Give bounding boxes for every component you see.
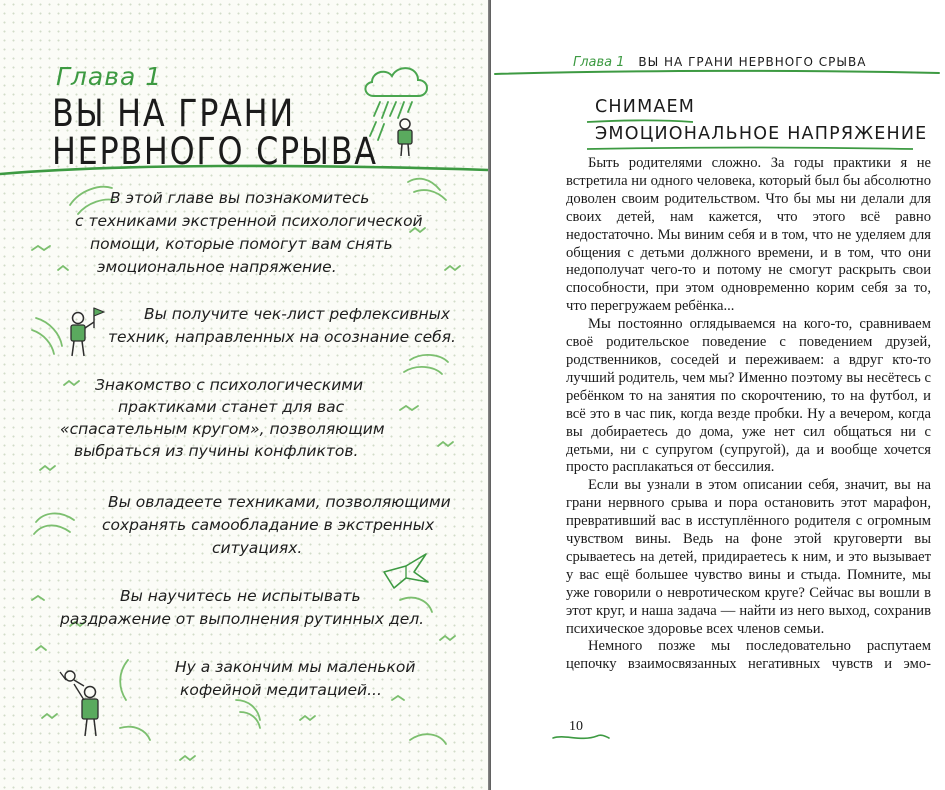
running-head-chapter: Глава 1 <box>573 55 625 70</box>
intro-line: Знакомство с психологическими <box>95 376 364 394</box>
chapter-title-line-1: ВЫ НА ГРАНИ <box>52 92 295 135</box>
section-heading-underline-2 <box>585 145 915 153</box>
running-head-title: ВЫ НА ГРАНИ НЕРВНОГО СРЫВА <box>638 55 867 69</box>
intro-line: эмоциональное напряжение. <box>97 258 337 276</box>
origami-bird-icon <box>380 548 432 594</box>
page-number: 10 <box>569 719 583 734</box>
paragraph: Немного позже мы последовательно распутаем цепочку взаимосвязанных негативных чувств и эмо- <box>566 638 931 673</box>
chapter-title-line-2: НЕРВНОГО СРЫВА <box>52 130 378 173</box>
body-text <box>566 155 931 674</box>
intro-line: кофейной медитацией... <box>180 681 382 699</box>
parent-lifting-child-icon <box>60 668 108 740</box>
running-head-rule <box>491 68 945 78</box>
intro-line: помощи, которые помогут вам снять <box>90 235 393 253</box>
section-heading-line-1: СНИМАЕМ <box>595 97 696 117</box>
intro-line: Вы научитесь не испытывать <box>120 587 361 605</box>
intro-line: с техниками экстренной психологической <box>75 212 423 230</box>
intro-line: выбраться из пучины конфликтов. <box>74 442 359 460</box>
right-page <box>491 0 945 790</box>
paragraph: Мы постоянно оглядываемся на кого-то, сравниваем своё родительское поведение с поведением друзей, родственников, соседей и переживаем: а вдруг кто-то лучший родитель, чем мы? Именно поэтому вы несётесь с ребёнком то на занятия по скорочтению, то на футбол, и всё это в час пик, когда везде пробки. Ну а вечером, когда вы добираетесь до дома, уже нет сил общаться ни с детьми, ни с супругом (супругой), да и вообще хочется просто расплакаться от бессилия. <box>566 316 931 476</box>
paragraph: Быть родителями сложно. За годы практики я не встретила ни одного человека, который был бы абсолютно доволен своим родительством. Что бы мы ни делали для своих детей, нам кажется, что этого всё равно недостаточно. Мы виним себя и в том, что не уделяем для общения с детьми должного времени, и в том, что они недополучат чего-то и потому не смогут раскрыть свои способности, при этом одновременно корим себя за то, что перегружаем ребёнка... <box>566 155 931 315</box>
page-number-swoosh <box>551 732 611 744</box>
chapter-label: Глава 1 <box>56 62 163 91</box>
section-heading-line-2: ЭМОЦИОНАЛЬНОЕ НАПРЯЖЕНИЕ <box>595 124 928 144</box>
intro-line: Ну а закончим мы маленькой <box>175 658 416 676</box>
intro-line: «спасательным кругом», позволяющим <box>60 420 385 438</box>
intro-line: Вы овладеете техниками, позволяющими <box>108 493 451 511</box>
intro-line: практиками станет для вас <box>118 398 345 416</box>
paragraph: Если вы узнали в этом описании себя, значит, вы на грани нервного срыва и пора остановить этот марафон, превративший вас в исступлённого родителя с огромным чувством вины. Ведь на фоне этой круговерти вы срываетесь на детей, придираетесь к ним, и это вызывает у вас ещё большее чувство вины и стыда. Помните, мы уже говорили о невротическом круге? Сейчас вы вошли в этот круг, и наша задача — найти из него выход, сохранив психическое здоровье всех членов семьи. <box>566 477 931 637</box>
intro-line: В этой главе вы познакомитесь <box>110 189 370 207</box>
intro-line: Вы получите чек-лист рефлексивных <box>144 305 451 323</box>
intro-line: техник, направленных на осознание себя. <box>108 328 456 346</box>
child-with-flag-icon <box>62 304 108 362</box>
intro-line: раздражение от выполнения рутинных дел. <box>60 610 425 628</box>
intro-line: сохранять самообладание в экстренных <box>102 516 435 534</box>
intro-line: ситуациях. <box>212 539 303 557</box>
